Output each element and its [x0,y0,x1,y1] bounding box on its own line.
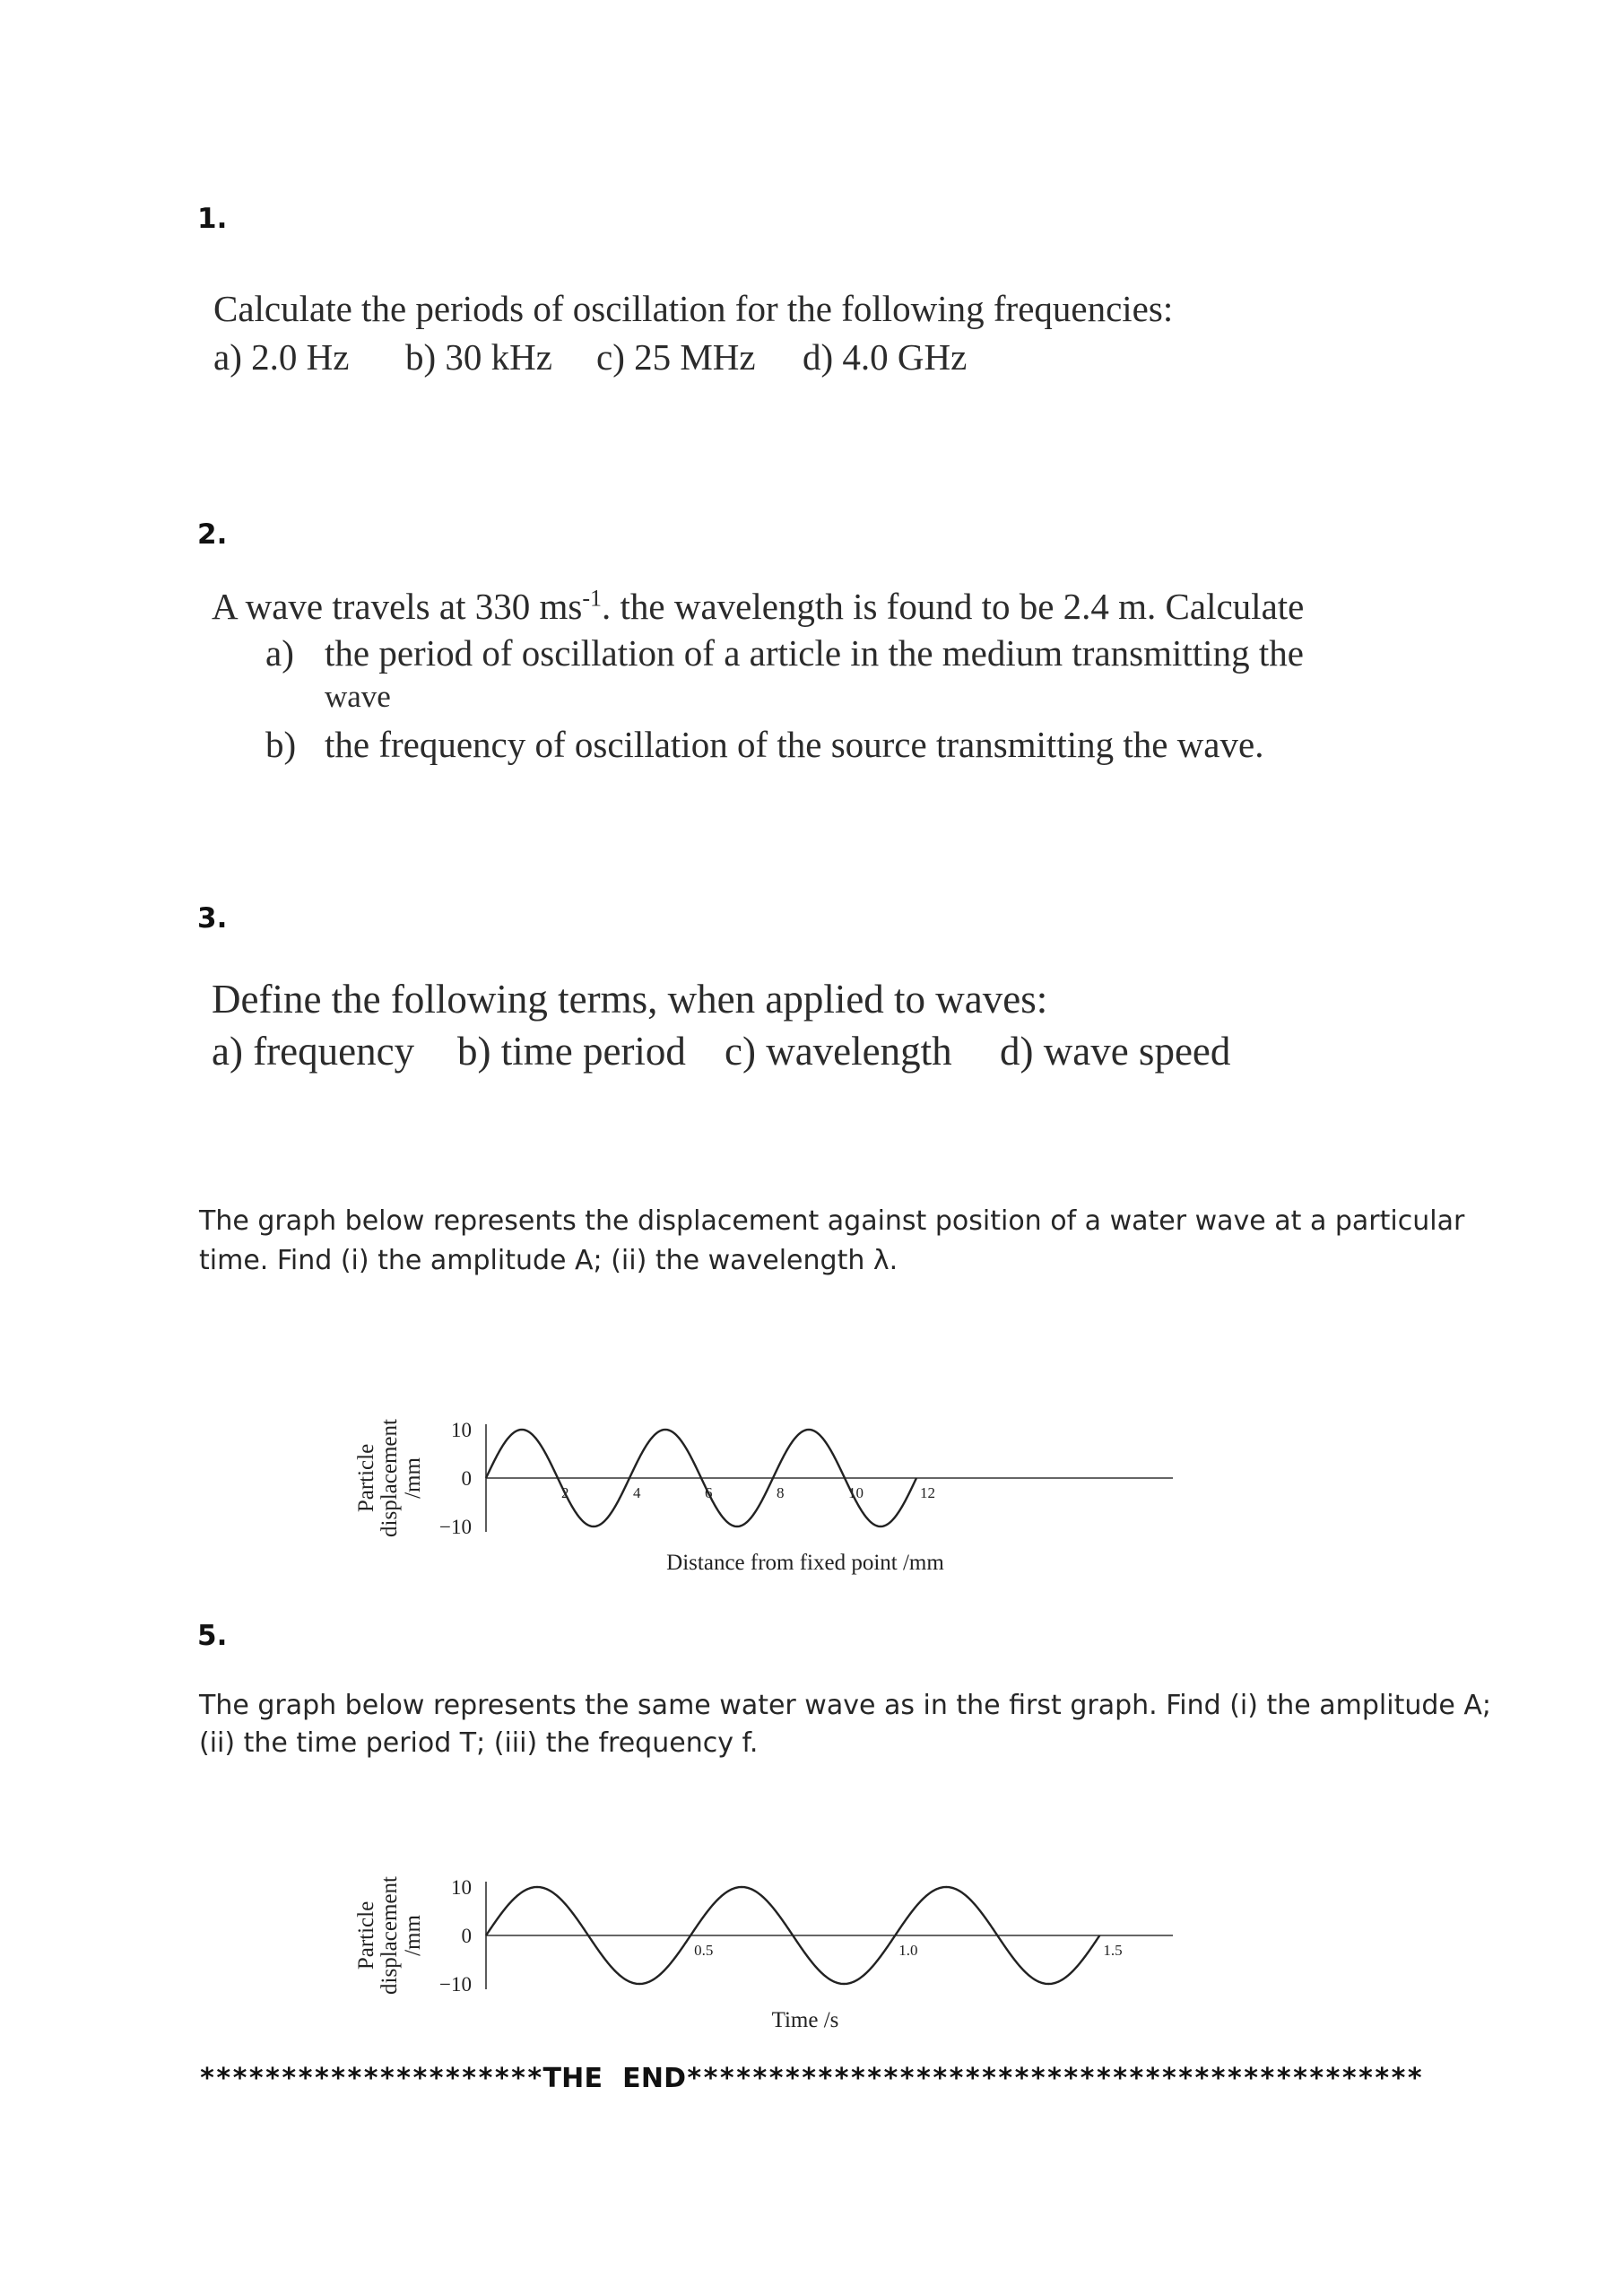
y-tick-label: −10 [439,1973,472,1996]
x-tick-label: 1.5 [1103,1942,1123,1959]
q1-part-a: a) 2.0 Hz [213,336,350,378]
q2-part-a-line2: wave [325,679,391,714]
q1-text: Calculate the periods of oscillation for the following frequencies: [213,288,1174,329]
question-number-1: 1. [197,203,228,235]
q2-intro [212,585,1304,628]
displacement-distance-graph [341,1386,1184,1592]
q2-intro-start: A wave travels at 330 ms [212,586,583,627]
q2-part-b-label: b) [265,724,297,765]
q4-text-line2: time. Find (i) the amplitude A; (ii) the wavelength λ. [199,1245,898,1276]
x-tick-label: 2 [561,1484,569,1501]
x-tick-labels [561,1484,935,1501]
end-word-the: THE [542,2063,603,2094]
x-tick-labels [694,1942,1123,1959]
q1-part-c: c) 25 MHz [596,336,756,378]
y-tick-label: 10 [451,1876,472,1899]
x-tick-label: 8 [777,1484,785,1501]
x-tick-label: 12 [920,1484,935,1501]
question-number-2: 2. [197,518,228,551]
axes [486,1424,1173,1532]
q2-intro-end: . the wavelength is found to be 2.4 m. Calculate [602,586,1305,627]
x-tick-label: 10 [848,1484,864,1501]
y-axis-label-line: displacement [378,1876,402,1995]
x-tick-label: 6 [705,1484,713,1501]
question-number-3: 3. [197,902,228,935]
y-tick-label: −10 [439,1516,472,1538]
y-axis-label-line: Particle [354,1443,378,1513]
y-tick-label: 0 [461,1925,472,1947]
end-banner [199,2063,1423,2094]
question-number-5: 5. [197,1620,228,1652]
y-tick-label: 0 [461,1467,472,1490]
x-axis-label-text: Distance from fixed point /mm [666,1551,944,1575]
q1-part-b: b) 30 kHz [405,336,552,378]
y-axis-label [354,1876,425,1995]
x-tick-label: 0.5 [694,1942,714,1959]
y-axis-label-line: /mm [401,1457,425,1499]
y-axis-label [354,1419,425,1537]
q1-part-d: d) 4.0 GHz [803,336,968,378]
q5-text-line1: The graph below represents the same water wave as in the first graph. Find (i) the amplitude A; [199,1690,1492,1721]
q3-part-d: d) wave speed [1000,1029,1231,1074]
y-axis-label-line: Particle [354,1900,378,1970]
x-axis-label [666,1551,944,1575]
q2-part-a-line1: the period of oscillation of a article in the medium transmitting the [325,632,1304,674]
end-stars-left: ********************* [199,2063,543,2094]
end-stars-right: ********************************************* [686,2063,1424,2094]
q4-text-line1: The graph below represents the displacement against position of a water wave at a particular [199,1205,1465,1237]
y-tick-labels [439,1419,472,1538]
y-axis-label-line: displacement [378,1419,402,1537]
q2-part-b-text: the frequency of oscillation of the source transmitting the wave. [325,724,1264,765]
y-axis-label-line: /mm [401,1915,425,1956]
x-tick-label: 4 [633,1484,641,1501]
q3-text: Define the following terms, when applied to waves: [212,977,1048,1022]
y-tick-label: 10 [451,1419,472,1441]
x-axis-label [772,2008,839,2032]
q3-part-b: b) time period [457,1029,686,1074]
displacement-time-graph [341,1855,1184,2034]
q2-part-a-label: a) [265,632,294,674]
q3-part-a: a) frequency [212,1029,415,1074]
x-axis-label-text: Time /s [771,2008,839,2032]
y-tick-labels [439,1876,472,1996]
x-tick-label: 1.0 [898,1942,918,1959]
end-word-end: END [622,2063,687,2094]
q3-part-c: c) wavelength [725,1029,952,1074]
q5-text-line2: (ii) the time period T; (iii) the frequency f. [199,1727,759,1759]
q2-unit-exponent: -1 [582,585,602,612]
